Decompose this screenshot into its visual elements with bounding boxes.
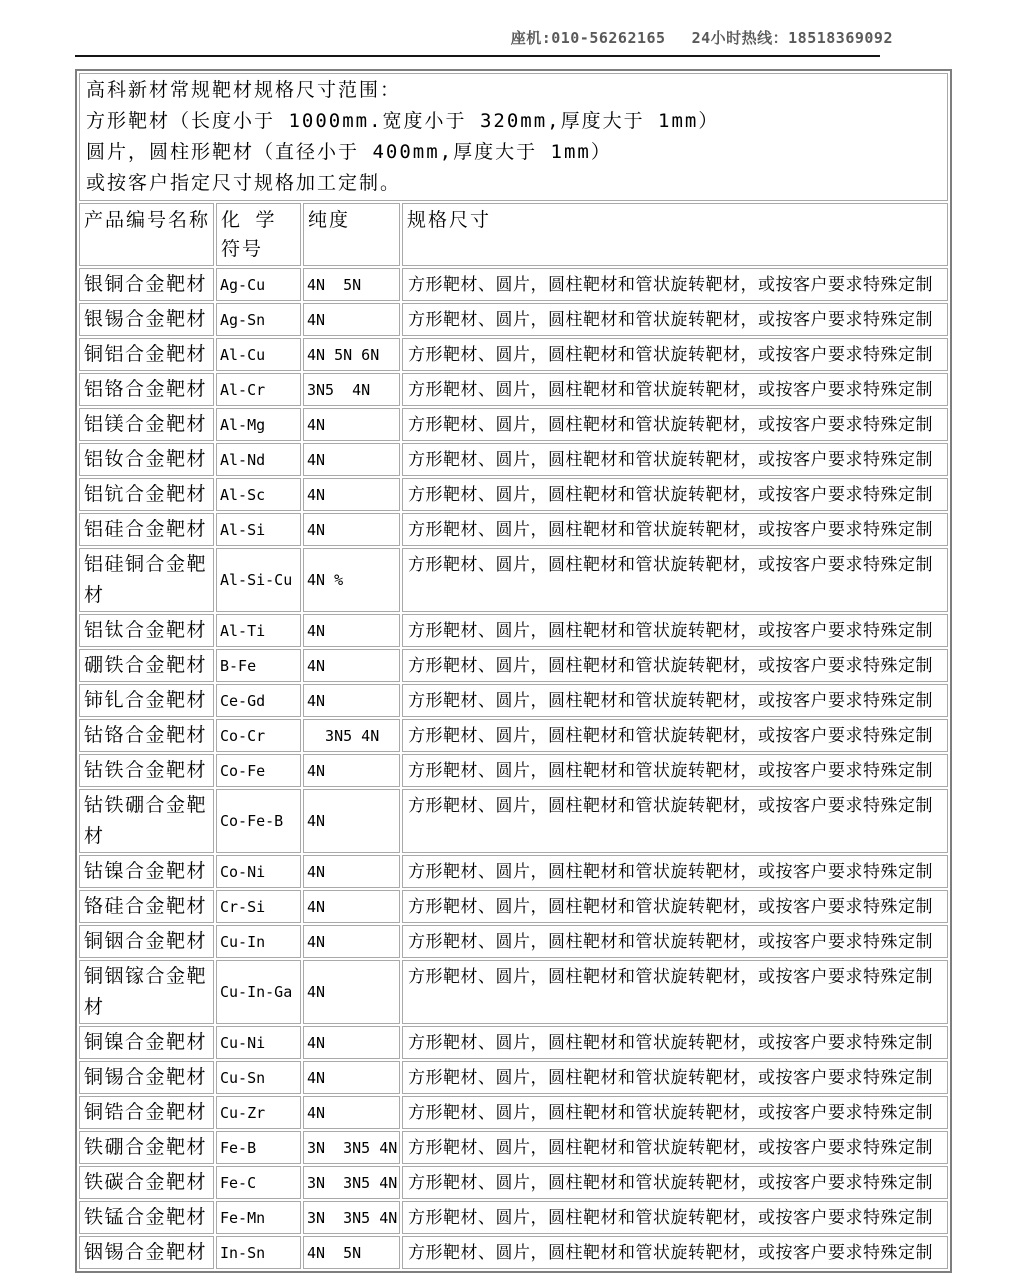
chemical-symbol-cell: Ce-Gd [216,684,301,717]
intro-line-2: 方形靶材（长度小于 1000mm.宽度小于 320mm,厚度大于 1mm） [86,110,720,132]
spec-cell: 方形靶材、圆片，圆柱靶材和管状旋转靶材，或按客户要求特殊定制 [402,373,948,406]
purity-cell: 4N [303,855,400,888]
spec-cell: 方形靶材、圆片，圆柱靶材和管状旋转靶材，或按客户要求特殊定制 [402,513,948,546]
spec-cell: 方形靶材、圆片，圆柱靶材和管状旋转靶材，或按客户要求特殊定制 [402,338,948,371]
product-name-cell: 铈钆合金靶材 [79,684,214,717]
product-name-cell: 铬硅合金靶材 [79,890,214,923]
table-row [79,789,948,853]
purity-cell: 4N [303,1026,400,1059]
spec-cell: 方形靶材、圆片，圆柱靶材和管状旋转靶材，或按客户要求特殊定制 [402,614,948,647]
table-row [79,925,948,958]
purity-cell: 4N [303,754,400,787]
table-row [79,443,948,476]
product-name-cell: 铝硅铜合金靶材 [79,548,214,612]
purity-cell: 4N [303,408,400,441]
chemical-symbol-cell: Co-Ni [216,855,301,888]
product-name-cell: 硼铁合金靶材 [79,649,214,682]
table-row [79,408,948,441]
spec-cell: 方形靶材、圆片，圆柱靶材和管状旋转靶材，或按客户要求特殊定制 [402,1026,948,1059]
purity-cell: 4N [303,1096,400,1129]
table-row [79,303,948,336]
purity-cell: 4N [303,789,400,853]
purity-cell: 4N [303,614,400,647]
chemical-symbol-cell: Al-Nd [216,443,301,476]
table-row [79,1026,948,1059]
product-name-cell: 银锡合金靶材 [79,303,214,336]
spec-cell: 方形靶材、圆片，圆柱靶材和管状旋转靶材，或按客户要求特殊定制 [402,443,948,476]
spec-cell: 方形靶材、圆片，圆柱靶材和管状旋转靶材，或按客户要求特殊定制 [402,684,948,717]
purity-cell: 3N 3N5 4N [303,1201,400,1234]
intro-line-1: 高科新材常规靶材规格尺寸范围： [86,79,402,101]
product-name-cell: 钴铁硼合金靶材 [79,789,214,853]
spec-cell: 方形靶材、圆片，圆柱靶材和管状旋转靶材，或按客户要求特殊定制 [402,855,948,888]
purity-cell: 4N [303,649,400,682]
spec-cell: 方形靶材、圆片，圆柱靶材和管状旋转靶材，或按客户要求特殊定制 [402,925,948,958]
spec-cell: 方形靶材、圆片，圆柱靶材和管状旋转靶材，或按客户要求特殊定制 [402,649,948,682]
purity-cell: 3N5 4N [303,719,400,752]
product-name-cell: 铜铝合金靶材 [79,338,214,371]
chemical-symbol-cell: Al-Cu [216,338,301,371]
purity-cell: 4N 5N [303,268,400,301]
purity-cell: 4N % [303,548,400,612]
table-row [79,268,948,301]
intro-row [79,73,948,201]
purity-cell: 4N [303,513,400,546]
spec-cell: 方形靶材、圆片，圆柱靶材和管状旋转靶材，或按客户要求特殊定制 [402,789,948,853]
chemical-symbol-cell: Fe-B [216,1131,301,1164]
intro-cell [79,73,948,201]
table-row [79,513,948,546]
product-name-cell: 钴铬合金靶材 [79,719,214,752]
column-header-spec-size: 规格尺寸 [402,203,948,266]
table-header-row [79,203,948,266]
chemical-symbol-cell: Cu-Ni [216,1026,301,1059]
product-name-cell: 铝钛合金靶材 [79,614,214,647]
purity-cell: 3N5 4N [303,373,400,406]
intro-line-3: 圆片，圆柱形靶材（直径小于 400mm,厚度大于 1mm） [86,141,612,163]
spec-cell: 方形靶材、圆片，圆柱靶材和管状旋转靶材，或按客户要求特殊定制 [402,268,948,301]
product-name-cell: 铁锰合金靶材 [79,1201,214,1234]
chemical-symbol-cell: Al-Ti [216,614,301,647]
product-name-cell: 铜铟镓合金靶材 [79,960,214,1024]
chemical-symbol-cell: Fe-Mn [216,1201,301,1234]
chemical-symbol-cell: Cu-Zr [216,1096,301,1129]
column-header-purity: 纯度 [303,203,400,266]
table-row [79,684,948,717]
table-row [79,1131,948,1164]
chemical-symbol-cell: Co-Fe-B [216,789,301,853]
chemical-symbol-cell: Al-Cr [216,373,301,406]
purity-cell: 4N [303,1061,400,1094]
chemical-symbol-cell: In-Sn [216,1236,301,1269]
table-row [79,855,948,888]
purity-cell: 4N [303,684,400,717]
product-name-cell: 铝镁合金靶材 [79,408,214,441]
product-name-cell: 铝钕合金靶材 [79,443,214,476]
table-row [79,373,948,406]
table-row [79,960,948,1024]
product-name-cell: 铝钪合金靶材 [79,478,214,511]
chemical-symbol-cell: Co-Fe [216,754,301,787]
product-name-cell: 钴铁合金靶材 [79,754,214,787]
purity-cell: 4N [303,478,400,511]
spec-cell: 方形靶材、圆片，圆柱靶材和管状旋转靶材，或按客户要求特殊定制 [402,1131,948,1164]
table-row [79,1096,948,1129]
target-specs-table [75,69,952,1273]
table-row [79,754,948,787]
product-name-cell: 铜镍合金靶材 [79,1026,214,1059]
product-name-cell: 铝硅合金靶材 [79,513,214,546]
chemical-symbol-cell: Fe-C [216,1166,301,1199]
spec-cell: 方形靶材、圆片，圆柱靶材和管状旋转靶材，或按客户要求特殊定制 [402,719,948,752]
phone-number: 座机:010-56262165 [510,29,666,47]
purity-cell: 3N 3N5 4N [303,1131,400,1164]
chemical-symbol-cell: Ag-Sn [216,303,301,336]
spec-cell: 方形靶材、圆片，圆柱靶材和管状旋转靶材，或按客户要求特殊定制 [402,754,948,787]
chemical-symbol-cell: Co-Cr [216,719,301,752]
product-name-cell: 铁硼合金靶材 [79,1131,214,1164]
product-name-cell: 铁碳合金靶材 [79,1166,214,1199]
spec-cell: 方形靶材、圆片，圆柱靶材和管状旋转靶材，或按客户要求特殊定制 [402,1096,948,1129]
table-row [79,719,948,752]
table-row [79,1166,948,1199]
product-name-cell: 铟锡合金靶材 [79,1236,214,1269]
table-row [79,338,948,371]
spec-cell: 方形靶材、圆片，圆柱靶材和管状旋转靶材，或按客户要求特殊定制 [402,1166,948,1199]
spec-cell: 方形靶材、圆片，圆柱靶材和管状旋转靶材，或按客户要求特殊定制 [402,1236,948,1269]
chemical-symbol-cell: Cu-Sn [216,1061,301,1094]
hotline-number: 24小时热线：18518369092 [691,29,893,47]
chemical-symbol-cell: Cu-In-Ga [216,960,301,1024]
purity-cell: 4N 5N 6N [303,338,400,371]
table-row [79,649,948,682]
purity-cell: 4N [303,303,400,336]
spec-cell: 方形靶材、圆片，圆柱靶材和管状旋转靶材，或按客户要求特殊定制 [402,1201,948,1234]
table-row [79,478,948,511]
table-row [79,1236,948,1269]
product-name-cell: 铜铟合金靶材 [79,925,214,958]
spec-cell: 方形靶材、圆片，圆柱靶材和管状旋转靶材，或按客户要求特殊定制 [402,890,948,923]
table-row [79,1201,948,1234]
purity-cell: 4N [303,443,400,476]
spec-cell: 方形靶材、圆片，圆柱靶材和管状旋转靶材，或按客户要求特殊定制 [402,408,948,441]
purity-cell: 4N [303,960,400,1024]
chemical-symbol-cell: Ag-Cu [216,268,301,301]
contact-bar [0,0,1024,48]
table-row [79,890,948,923]
spec-cell: 方形靶材、圆片，圆柱靶材和管状旋转靶材，或按客户要求特殊定制 [402,548,948,612]
spec-cell: 方形靶材、圆片，圆柱靶材和管状旋转靶材，或按客户要求特殊定制 [402,1061,948,1094]
chemical-symbol-cell: Al-Si [216,513,301,546]
spec-cell: 方形靶材、圆片，圆柱靶材和管状旋转靶材，或按客户要求特殊定制 [402,303,948,336]
chemical-symbol-cell: Al-Si-Cu [216,548,301,612]
chemical-symbol-cell: Cu-In [216,925,301,958]
chemical-symbol-cell: B-Fe [216,649,301,682]
column-header-chemical-symbol: 化 学 符号 [216,203,301,266]
chemical-symbol-cell: Al-Sc [216,478,301,511]
spec-cell: 方形靶材、圆片，圆柱靶材和管状旋转靶材，或按客户要求特殊定制 [402,478,948,511]
chemical-symbol-cell: Cr-Si [216,890,301,923]
purity-cell: 3N 3N5 4N [303,1166,400,1199]
product-name-cell: 铜锡合金靶材 [79,1061,214,1094]
header-divider [75,55,880,57]
column-header-product-name: 产品编号名称 [79,203,214,266]
chemical-symbol-cell: Al-Mg [216,408,301,441]
table-row [79,548,948,612]
product-name-cell: 银铜合金靶材 [79,268,214,301]
product-name-cell: 钴镍合金靶材 [79,855,214,888]
table-row [79,614,948,647]
product-name-cell: 铜锆合金靶材 [79,1096,214,1129]
purity-cell: 4N 5N [303,1236,400,1269]
purity-cell: 4N [303,925,400,958]
table-row [79,1061,948,1094]
purity-cell: 4N [303,890,400,923]
product-name-cell: 铝铬合金靶材 [79,373,214,406]
spec-cell: 方形靶材、圆片，圆柱靶材和管状旋转靶材，或按客户要求特殊定制 [402,960,948,1024]
intro-line-4: 或按客户指定尺寸规格加工定制。 [86,172,402,194]
